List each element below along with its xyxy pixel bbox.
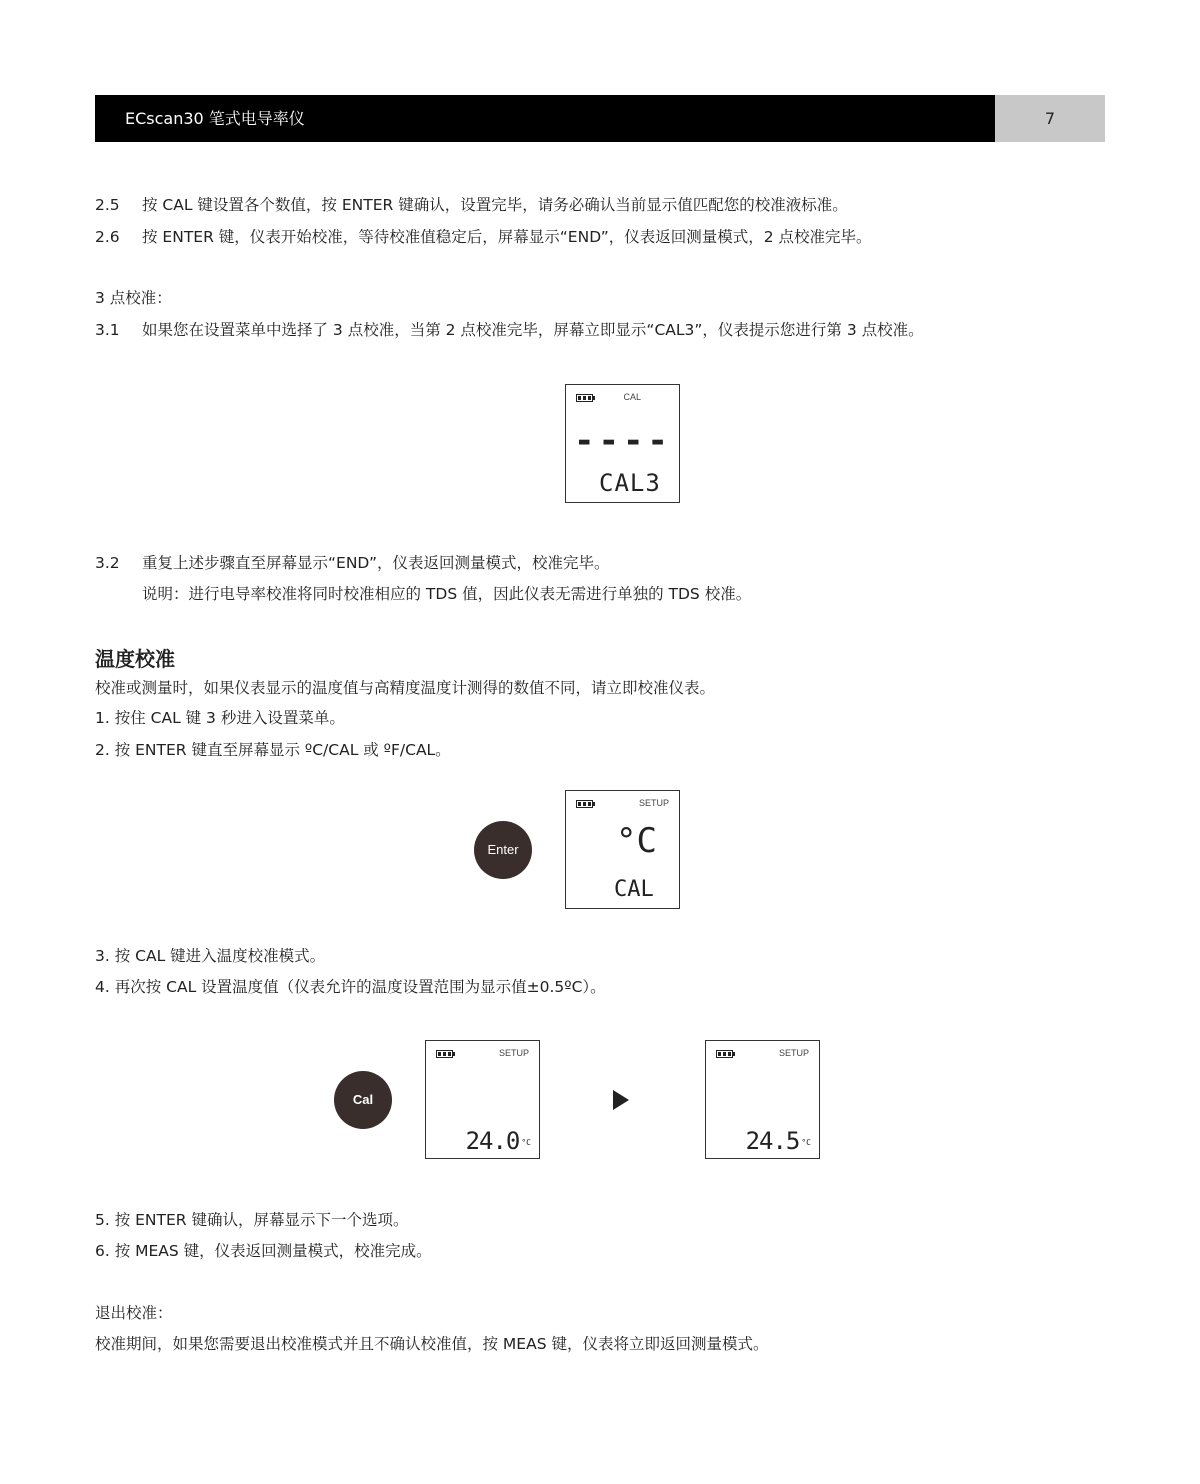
section-heading: 温度校准 <box>95 647 175 671</box>
step-number: 2.5 <box>95 196 120 214</box>
temp-step-6: 6. 按 MEAS 键，仪表返回测量模式，校准完成。 <box>95 1242 432 1260</box>
lcd-tag: SETUP <box>778 1048 809 1058</box>
temp-step-5: 5. 按 ENTER 键确认，屏幕显示下一个选项。 <box>95 1211 409 1229</box>
lcd-value: 24.0 <box>465 1127 520 1155</box>
arrow-right-icon <box>613 1090 629 1110</box>
battery-icon <box>436 1050 453 1058</box>
lcd-display-24-5 <box>705 1040 820 1159</box>
lcd-tag: SETUP <box>498 1048 529 1058</box>
battery-icon <box>576 394 593 402</box>
step-text: 按 CAL 键设置各个数值，按 ENTER 键确认，设置完毕，请务必确认当前显示值匹配您的校准液标准。 <box>142 196 848 214</box>
three-point-label: 3 点校准： <box>95 289 172 307</box>
battery-icon <box>716 1050 733 1058</box>
step-number: 3.2 <box>95 554 120 572</box>
step-2-6 <box>95 227 872 247</box>
lcd-bottom: CAL <box>614 877 654 902</box>
step-text: 重复上述步骤直至屏幕显示“END”，仪表返回测量模式，校准完毕。 <box>142 554 610 572</box>
enter-button-illustration: Enter <box>474 821 532 879</box>
lcd-reading <box>466 1127 531 1155</box>
temp-step-1: 1. 按住 CAL 键 3 秒进入设置菜单。 <box>95 709 345 727</box>
exit-label: 退出校准： <box>95 1304 173 1322</box>
step-3-2 <box>95 553 609 573</box>
lcd-main: °C <box>616 821 657 861</box>
step-3-1 <box>95 320 924 340</box>
lcd-unit: °C <box>801 1138 811 1147</box>
lcd-unit: °C <box>521 1138 531 1147</box>
temp-step-2: 2. 按 ENTER 键直至屏幕显示 ºC/CAL 或 ºF/CAL。 <box>95 741 451 759</box>
step-number: 2.6 <box>95 228 120 246</box>
page-header <box>95 95 995 142</box>
lcd-bottom: CAL3 <box>599 469 661 497</box>
lcd-tag: SETUP <box>638 798 669 808</box>
temp-step-4: 4. 再次按 CAL 设置温度值（仪表允许的温度设置范围为显示值±0.5ºC）。 <box>95 978 606 996</box>
lcd-tag: CAL <box>623 392 641 402</box>
cal-button-illustration: Cal <box>334 1071 392 1129</box>
lcd-display-c-cal <box>565 790 680 909</box>
step-text: 如果您在设置菜单中选择了 3 点校准，当第 2 点校准完毕，屏幕立即显示“CAL3”，仪表提示您进行第 3 点校准。 <box>142 321 924 339</box>
lcd-reading <box>746 1127 811 1155</box>
lcd-main: ---- <box>574 421 672 461</box>
paragraph: 校准或测量时，如果仪表显示的温度值与高精度温度计测得的数值不同，请立即校准仪表。 <box>95 679 716 697</box>
temp-step-3: 3. 按 CAL 键进入温度校准模式。 <box>95 947 326 965</box>
note: 说明：进行电导率校准将同时校准相应的 TDS 值，因此仪表无需进行单独的 TDS 校准。 <box>142 585 752 603</box>
step-2-5 <box>95 195 848 215</box>
battery-icon <box>576 800 593 808</box>
step-text: 按 ENTER 键，仪表开始校准，等待校准值稳定后，屏幕显示“END”，仪表返回测量模式，2 点校准完毕。 <box>142 228 872 246</box>
lcd-display-24-0 <box>425 1040 540 1159</box>
exit-paragraph: 校准期间，如果您需要退出校准模式并且不确认校准值，按 MEAS 键，仪表将立即返回测量模式。 <box>95 1335 769 1353</box>
doc-title: ECscan30 笔式电导率仪 <box>125 109 305 128</box>
page-number: 7 <box>995 95 1105 142</box>
lcd-value: 24.5 <box>745 1127 800 1155</box>
lcd-display-cal3 <box>565 384 680 503</box>
step-number: 3.1 <box>95 321 120 339</box>
